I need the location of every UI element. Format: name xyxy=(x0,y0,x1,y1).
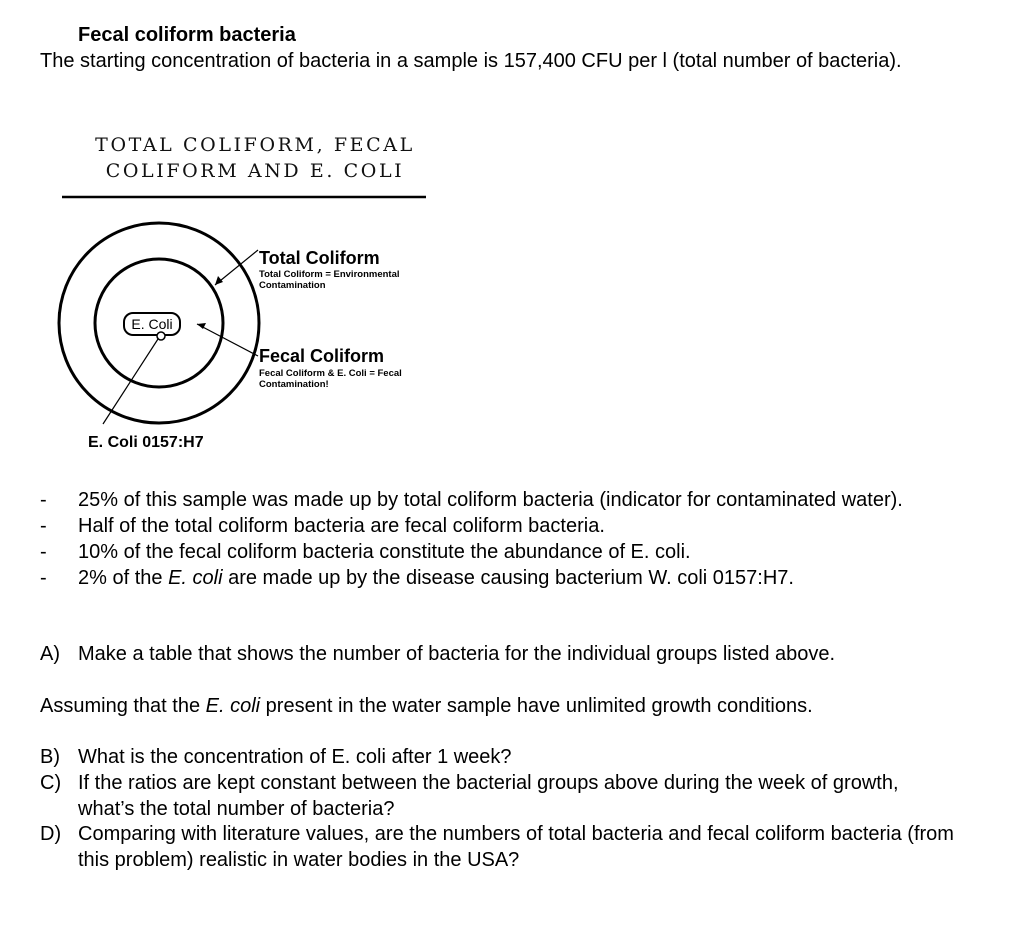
question-c xyxy=(40,770,960,822)
bullet-dash: - xyxy=(40,489,47,511)
ecoli-o157-label: E. Coli 0157:H7 xyxy=(88,434,204,451)
question-b xyxy=(40,744,960,770)
assumption-post: present in the water sample have unlimited growth conditions. xyxy=(260,695,813,717)
document-title: Fecal coliform bacteria xyxy=(78,24,296,46)
assumption-italic: E. coli xyxy=(205,695,261,717)
question-b-text: What is the concentration of E. coli after 1 week? xyxy=(78,746,512,768)
total-arrowhead xyxy=(215,276,223,285)
figure-title-line-1: TOTAL COLIFORM, FECAL xyxy=(95,134,415,156)
bullet-item xyxy=(40,487,960,513)
figure-title-line-2: COLIFORM AND E. COLI xyxy=(105,160,405,182)
question-d-label: D) xyxy=(40,823,62,845)
fecal-desc-line-1: Fecal Coliform & E. Coli = Fecal xyxy=(259,368,402,379)
question-c-label: C) xyxy=(40,772,62,794)
bullet-item xyxy=(40,513,960,539)
total-desc-line-1: Total Coliform = Environmental xyxy=(259,269,400,280)
assumption-paragraph xyxy=(40,693,960,719)
o157-leader-line xyxy=(103,339,158,424)
question-c-text: If the ratios are kept constant between the bacterial groups above during the week of growth, what’s the total number of bacteria? xyxy=(78,772,899,820)
o157-dot xyxy=(157,332,165,340)
total-desc-line-2: Contamination xyxy=(259,280,326,291)
bullet-item xyxy=(40,565,960,591)
assumption-pre: Assuming that the xyxy=(40,695,206,717)
question-d xyxy=(40,821,960,873)
fecal-coliform-label: Fecal Coliform xyxy=(259,346,385,366)
bullet-text-italic: E. coli xyxy=(168,567,223,589)
bullet-text-post: are made up by the disease causing bacterium W. coli 0157:H7. xyxy=(222,567,794,589)
question-d-text: Comparing with literature values, are the numbers of total bacteria and fecal coliform bacteria (from this problem) realistic in water bodies in the USA? xyxy=(78,823,954,871)
fecal-leader-line xyxy=(197,324,258,356)
bullet-text: 25% of this sample was made up by total coliform bacteria (indicator for contaminated water). xyxy=(78,489,903,511)
bullet-dash: - xyxy=(40,567,47,589)
question-a xyxy=(40,641,960,667)
question-a-text: Make a table that shows the number of bacteria for the individual groups listed above. xyxy=(78,643,836,665)
bullet-text-pre: 2% of the xyxy=(78,567,169,589)
fecal-desc-line-2: Contamination! xyxy=(259,379,329,390)
question-b-label: B) xyxy=(40,746,60,768)
bullet-text: Half of the total coliform bacteria are fecal coliform bacteria. xyxy=(78,515,605,537)
intro-paragraph: The starting concentration of bacteria in a sample is 157,400 CFU per l (total number of bacteria). xyxy=(40,50,902,72)
ecoli-label: E. Coli xyxy=(131,316,173,332)
bullet-list xyxy=(40,487,960,591)
total-coliform-label: Total Coliform xyxy=(259,248,380,268)
bullet-dash: - xyxy=(40,541,47,563)
diagram-graphic xyxy=(40,128,460,458)
bullet-text: 10% of the fecal coliform bacteria constitute the abundance of E. coli. xyxy=(78,541,691,563)
coliform-diagram xyxy=(40,128,460,458)
question-a-label: A) xyxy=(40,643,60,665)
bullet-dash: - xyxy=(40,515,47,537)
bullet-item xyxy=(40,539,960,565)
total-leader-line xyxy=(215,250,258,285)
